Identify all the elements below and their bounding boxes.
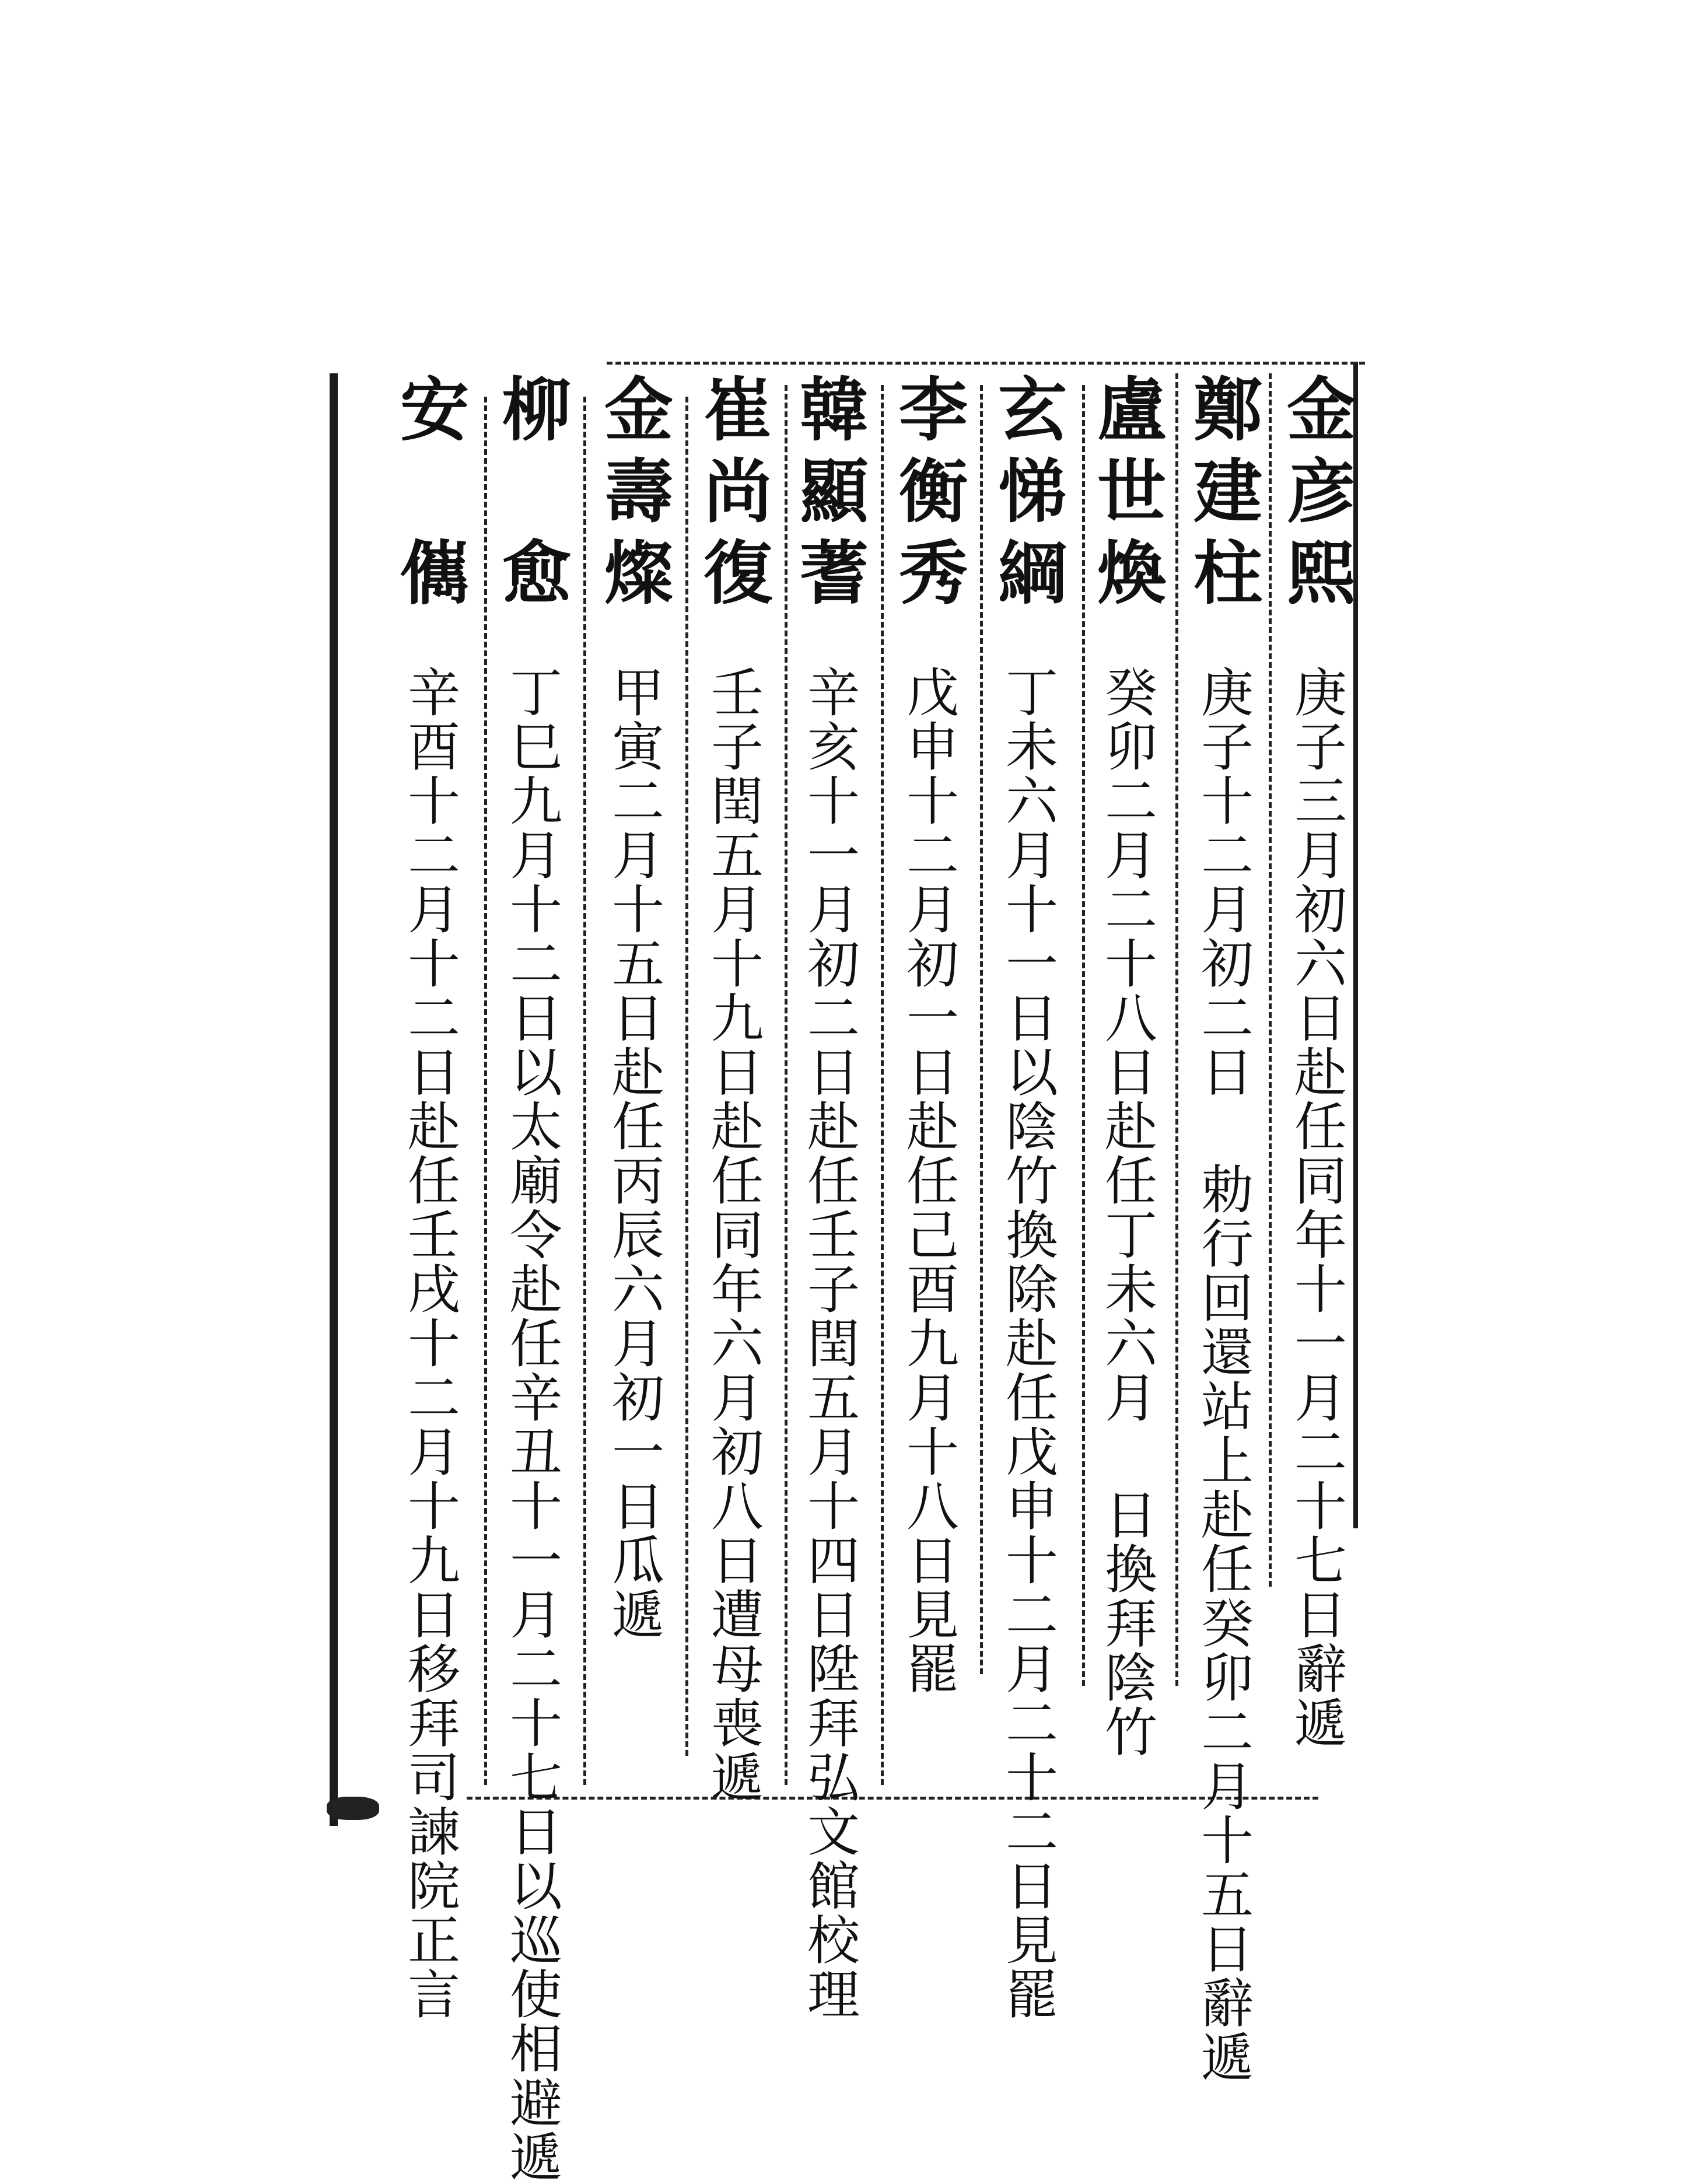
tenure-record: 丁巳九月十二日以太廟令赴任辛丑十一月二十七日以巡使相避遞 [501, 665, 562, 2184]
record-column-9 [478, 373, 583, 2184]
record-column-8 [580, 373, 685, 1642]
official-name: 鄭建柱 [1182, 373, 1263, 618]
record-column-5 [875, 373, 980, 1696]
official-name: 安 㒞 [388, 373, 470, 618]
official-name: 柳 愈 [491, 373, 572, 618]
tenure-record: 壬子閏五月十九日赴任同年六月初八日遭母喪遞 [702, 665, 763, 1804]
record-column-2 [1170, 373, 1275, 2084]
official-name: 金壽燦 [593, 373, 674, 618]
outer-border-left [330, 373, 338, 1826]
record-column-1 [1263, 373, 1368, 1750]
official-name: 盧世煥 [1086, 373, 1167, 618]
record-column-4 [974, 373, 1079, 2021]
tenure-record: 庚子十二月初二日 勅行回還站上赴任癸卯二月十五日辭遞 [1192, 665, 1253, 2084]
tenure-record: 甲寅二月十五日赴任丙辰六月初一日瓜遞 [603, 665, 664, 1642]
tenure-record: 辛亥十一月初二日赴任壬子閏五月十四日陞拜弘文館校理 [798, 665, 859, 2021]
record-column-10 [376, 373, 481, 2021]
official-name: 玄悌綱 [986, 373, 1068, 618]
tenure-record: 戊申十二月初一日赴任己酉九月十八日見罷 [897, 665, 958, 1696]
ink-blot [327, 1797, 379, 1820]
tenure-record: 辛酉十二月十二日赴任壬戌十二月十九日移拜司諫院正言 [398, 665, 460, 2021]
official-name: 韓顯蓍 [788, 373, 869, 618]
record-column-7 [680, 373, 785, 1804]
tenure-record: 庚子三月初六日赴任同年十一月二十七日辭遞 [1285, 665, 1346, 1750]
outer-border-top [607, 362, 1365, 365]
tenure-record: 癸卯二月二十八日赴任丁未六月 日換拜陰竹 [1096, 665, 1157, 1759]
record-column-3 [1073, 373, 1178, 1759]
official-name: 金彦熙 [1275, 373, 1356, 618]
official-name: 崔尚復 [692, 373, 773, 618]
tenure-record: 丁未六月十一日以陰竹換除赴任戊申十二月二十二日見罷 [996, 665, 1058, 2021]
official-name: 李衡秀 [887, 373, 968, 618]
record-column-6 [776, 373, 881, 2021]
